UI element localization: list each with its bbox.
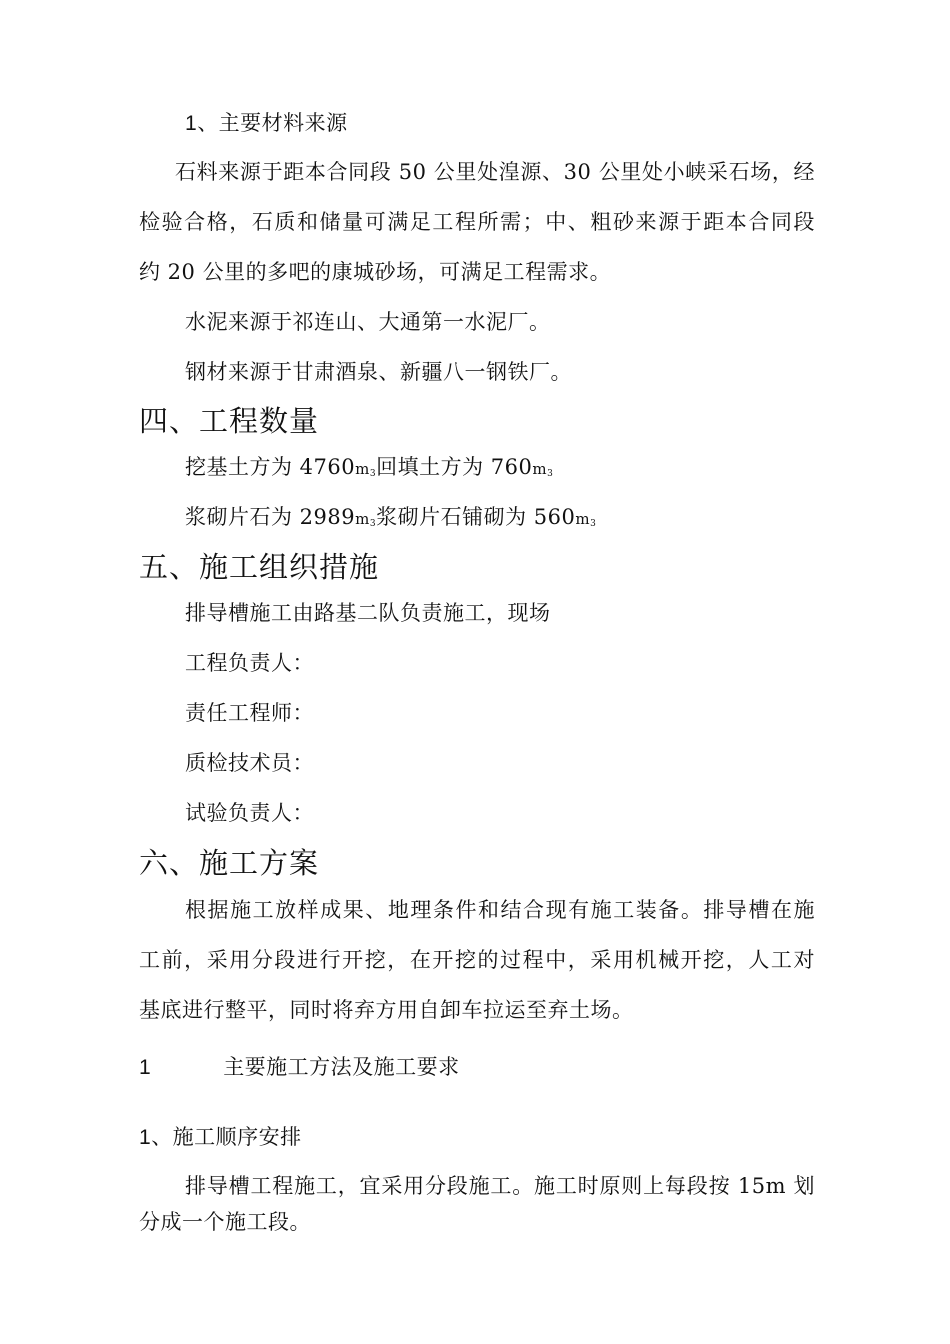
quality-inspector-label: 质检技术员：	[185, 751, 314, 775]
construction-team: 排导槽施工由路基二队负责施工，现场	[185, 601, 551, 625]
backfill-unit-exponent: 3	[547, 469, 554, 479]
excavation-value: 挖基土方为 4760	[185, 455, 356, 479]
section-5-title: 五、施工组织措施	[139, 550, 380, 584]
stone-source-line-3: 约 20 公里的多吧的康城砂场，可满足工程需求。	[139, 260, 612, 284]
materials-heading-text: 、主要材料来源	[197, 111, 348, 135]
plan-paragraph-line-2: 工前，采用分段进行开挖，在开挖的过程中，采用机械开挖，人工对	[139, 948, 815, 972]
backfill-unit: m	[532, 460, 548, 478]
stone-source-line-2: 检验合格，石质和储量可满足工程所需；中、粗砂来源于距本合同段	[139, 210, 815, 234]
subsection-sequence-heading	[139, 1123, 302, 1152]
subsection-1-text: 主要施工方法及施工要求	[223, 1055, 460, 1079]
masonry-unit: m	[355, 510, 370, 528]
excavation-unit-exponent: 3	[369, 469, 377, 479]
materials-heading	[185, 109, 348, 138]
paving-unit-exponent: 3	[590, 519, 597, 529]
project-manager-label: 工程负责人：	[185, 651, 314, 675]
sequence-paragraph-line-2: 分成一个施工段。	[139, 1210, 311, 1234]
backfill-value: 回填土方为 760	[376, 455, 533, 479]
subsection-1-number: 1	[139, 1056, 152, 1079]
quantity-line-earthwork	[185, 453, 553, 488]
section-6-title: 六、施工方案	[139, 846, 320, 880]
subsection-sequence-number: 1	[139, 1126, 152, 1149]
stone-source-line-1: 石料来源于距本合同段 50 公里处湟源、30 公里处小峡采石场，经	[175, 160, 815, 184]
materials-heading-number: 1	[185, 112, 198, 135]
section-4-title: 四、工程数量	[139, 404, 320, 438]
plan-paragraph-line-3: 基底进行整平，同时将弃方用自卸车拉运至弃土场。	[139, 998, 634, 1022]
subsection-sequence-text: 、施工顺序安排	[151, 1125, 302, 1149]
excavation-unit: m	[355, 460, 370, 478]
masonry-unit-exponent: 3	[369, 519, 377, 529]
cement-source: 水泥来源于祁连山、大通第一水泥厂。	[185, 310, 551, 334]
responsible-engineer-label: 责任工程师：	[185, 701, 314, 725]
test-manager-label: 试验负责人：	[185, 801, 314, 825]
sequence-paragraph-line-1: 排导槽工程施工，宜采用分段施工。施工时原则上每段按 15m 划	[185, 1174, 815, 1198]
paving-value: 浆砌片石铺砌为 560	[376, 505, 576, 529]
masonry-value: 浆砌片石为 2989	[185, 505, 356, 529]
paving-unit: m	[575, 510, 591, 528]
plan-paragraph-line-1: 根据施工放样成果、地理条件和结合现有施工装备。排导槽在施	[185, 898, 815, 922]
subsection-1-heading	[139, 1053, 460, 1082]
quantity-line-masonry	[185, 503, 596, 538]
steel-source: 钢材来源于甘肃酒泉、新疆八一钢铁厂。	[185, 360, 572, 384]
